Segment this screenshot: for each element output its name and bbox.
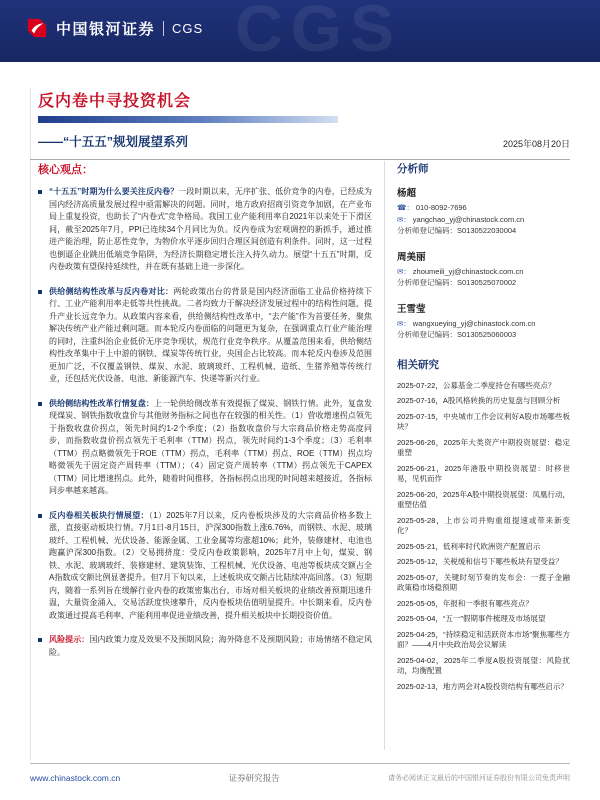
related-research-heading: 相关研究 [397,358,439,371]
related-research-item[interactable]: 2025-05-05，年报和一季报有哪些亮点？ [397,598,533,608]
related-research-item[interactable]: 2025-02-13，地方两会对A股投资结构有哪些启示？ [397,681,568,691]
analyst-email-row [397,266,570,278]
related-research-item[interactable]: 2025-05-12，关税缓和信号下哪些板块有望受益？ [397,557,563,566]
analyst-email[interactable]: yangchao_yj@chinastock.com.cn [412,214,525,224]
core-point-lead: “十五五”时期为什么要关注反内卷？ [49,187,179,196]
analyst-reg-code-row [397,277,570,289]
analysts-heading: 分析师 [397,163,429,175]
related-research-item[interactable]: 2025-07-15，中央城市工作会议利好A股市场哪些板块？ [397,411,570,431]
core-point [38,286,372,386]
phone-icon: ☎： [397,203,414,212]
bullet-marker [38,638,42,642]
header-watermark: CGS [235,0,403,65]
analyst-email[interactable]: zhoumeili_yj@chinastock.com.cn [412,266,524,276]
related-research-item[interactable]: 2025-05-28，上市公司并购重组提速或带来新变化？ [397,515,570,535]
related-research-item[interactable]: 2025-07-22，公募基金二季度持仓有哪些亮点？ [397,380,556,390]
footer-website-link[interactable]: www.chinastock.com.cn [30,773,121,783]
mail-icon: ✉： [397,318,411,328]
core-point-body: 上一轮供给侧改革有效提振了煤炭、钢铁行情。此外，复盘发现煤炭、钢铁指数收盘价与其他财务指标之间也存在较强的相关性。（1）营收增速拐点领先于指数收盘价拐点，领先时间约1-2个季度；（2）指数收盘价与大宗商品价格走势高度同步，而指数收盘价拐点领先于毛利率（TTM）拐点，领先时间约1-3个季度；（3）毛利率（TTM）拐点略微领先于ROE（TTM）拐点，毛利率（TTM）拐点、ROE（TTM）拐点均略微领先于固定资产周转率（TTM）；（4）固定资产周转率（TTM）拐点领先于CAPEX（TTM）同比增速拐点。此外，随着时间推移，各指标拐点出现的时间越来越接近，各指标同步率越来越高。 [49,398,372,495]
reg-code: S0130522030004 [457,226,517,235]
related-research-item[interactable]: 2025-07-16，A股风格转换的历史复盘与回顾分析 [397,396,561,405]
core-points-column [38,161,384,750]
analyst-email-row [397,214,570,226]
related-research-item[interactable]: 2025-06-21，2025年港股中期投资展望：时移世易，见机而作 [397,463,570,483]
page-footer [30,763,570,784]
analyst-phone-row [397,202,570,214]
brand-name: 中国银河证券 [56,20,156,38]
related-research-item[interactable]: 2025-05-21，低利率时代欧洲资产配置启示 [397,541,541,551]
mail-icon: ✉： [397,266,411,276]
risk-note-lead: 风险提示： [49,635,90,644]
core-points-heading: 核心观点： [38,164,93,176]
mail-icon: ✉： [397,214,411,224]
core-point-body: 两轮政策出台的背景是国内经济面临工业品价格持续下行、工业产能利用率走低等共性挑战。二者均致力于解决经济发展过程中的结构性问题，提升产业长远竞争力。从政策内容来看，供给侧结构性改革中，“去产能”作为首要任务，聚焦解决传统产业产能过剩问题。而本轮反内卷面临的问题更为复杂，在强调重点行业产能治理的同时，注重纠治企业低价无序竞争现状，规范行业竞争秩序。从覆盖范围来看，供给侧结构性改革集中于上中游的钢铁、煤炭等传统行业，央国企占比较高。而本轮反内卷涉及范围更加广泛，不仅覆盖钢铁、煤炭、水泥、玻璃玻纤、工程机械、造纸、生猪养殖等传统行业，还包括光伏设备、电池、新能源汽车、快递等新兴行业。 [49,286,372,383]
analyst-card [397,185,570,237]
sidebar-column [385,161,570,750]
reg-code: S0130525060003 [457,330,517,339]
cgs-logo-icon [26,17,48,39]
analyst-phone: 010-8092-7696 [415,203,467,212]
footer-disclaimer: 请务必阅读正文最后的中国银河证券股份有限公司免责声明 [388,775,570,782]
related-research-item[interactable]: 2025-06-26，2025年大类资产中期投资展望：稳定重塑 [397,437,570,457]
related-research-item[interactable]: 2025-06-20，2025年A股中期投资展望：凤凰行动，重塑估值 [397,489,570,509]
title-accent-bar [38,116,338,123]
core-point-body: （1）2025年7月以来，反内卷板块涉及的大宗商品价格多数上涨，直接驱动板块行情。7月1日-8月15日，沪深300指数上涨6.76%，而钢铁、水泥、玻璃玻纤、工程机械、光伏设备、能源金属、工业金属等均涨超10%；此外，装修建材、电池也跑赢沪深300指数。（2）交易拥挤度：受反内卷政策影响，2025年7月中上旬，煤炭、钢铁、水泥、玻璃玻纤、装修建材、建筑装饰、工程机械、光伏设备、电池等板块成交额占全A指数成交额比例显著提升。但7月下旬以来，上述板块成交额占比陆续冲高回落。（3）短期内，随着一系列旨在缓解行业内卷的政策密集出台，市场对相关板块的业绩改善预期迅速升温，大量资金涌入，交易活跃度快速攀升，反内卷板块估值明显提升。中长期来看，反内卷政策通过提高毛利率、产能利用率促进业绩改善，提升相关板块中长期投资价值。 [49,510,372,620]
related-research-item[interactable]: 2025-05-04，“五一”假期事件梳理及市场展望 [397,614,546,623]
content-columns [38,161,570,750]
core-point [38,186,372,274]
brand-abbr: CGS [163,21,203,36]
title-block [38,88,570,150]
report-subtitle: ——“十五五”规划展望系列 [38,135,189,149]
analysts-section [397,161,570,341]
bullet-marker [38,190,42,194]
related-research-item[interactable]: 2025-04-25，“持续稳定和活跃资本市场”聚焦哪些方面？——4月中央政治局会议解读 [397,629,570,649]
bullet-marker [38,290,42,294]
reg-code-label: 分析师登记编码： [397,330,457,339]
risk-note [38,634,372,659]
analyst-email-row [397,318,570,330]
reg-code-label: 分析师登记编码： [397,226,457,235]
analyst-name: 王雪莹 [397,303,426,315]
core-point-lead: 供给侧结构性改革与反内卷对比： [49,286,174,296]
related-research-item[interactable]: 2025-04-02，2025年二季度A股投资展望：风险扰动，均衡配置 [397,655,570,675]
core-point [38,510,372,623]
analyst-card [397,301,570,341]
bullet-marker [38,514,42,518]
core-point [38,398,372,498]
related-research-section [397,357,570,693]
analyst-reg-code-row [397,225,570,237]
reg-code-label: 分析师登记编码： [397,278,457,287]
footer-doc-type: 证券研究报告 [228,773,280,783]
brand [26,17,203,39]
related-research-item[interactable]: 2025-05-07，关键时刻节奏的发布会：一揽子金融政策稳市场稳预期 [397,572,570,592]
header [0,0,600,65]
core-point-body: 一段时期以来，无序扩张、低价竞争的内卷，已经成为国内经济高质量发展过程中亟需解决的问题。同时，地方政府招商引资竞争加剧，在产业布局上重复投资，也助长了“内卷式”竞争格局。我国工业产能利用率自2021年以来处于下滑区间，截至2025年7月，PPI已连续34个月同比为负。反内卷成为宏观调控的新抓手，通过推进产能治理，防止恶性竞争，为物价水平逐步回归合理区间创造有利条件。同时，这一过程也倒逼企业跳出低端竞争陷阱，为经济长期稳定增长注入持久动力。展望“十五五”时期，反内卷政策有望保持延续性，并在既有基础上进一步深化。 [49,187,373,271]
report-date: 2025年08月20日 [502,139,570,149]
analyst-email[interactable]: wangxueying_yj@chinastock.com.cn [412,318,536,328]
report-title: 反内卷中寻投资机会 [38,93,192,110]
analyst-name: 杨超 [397,188,417,199]
bullet-marker [38,402,42,406]
risk-note-body: 国内政策力度及效果不及预期风险；海外降息不及预期风险；市场情绪不稳定风险。 [49,635,373,657]
core-point-lead: 反内卷相关板块行情展望： [49,510,149,520]
left-guide-line [30,88,31,760]
title-divider [30,159,570,160]
core-point-lead: 供给侧结构性改革行情复盘： [49,398,154,408]
analyst-card [397,249,570,289]
analyst-reg-code-row [397,329,570,341]
reg-code: S0130525070002 [457,278,517,287]
analyst-name: 周美丽 [397,251,426,263]
